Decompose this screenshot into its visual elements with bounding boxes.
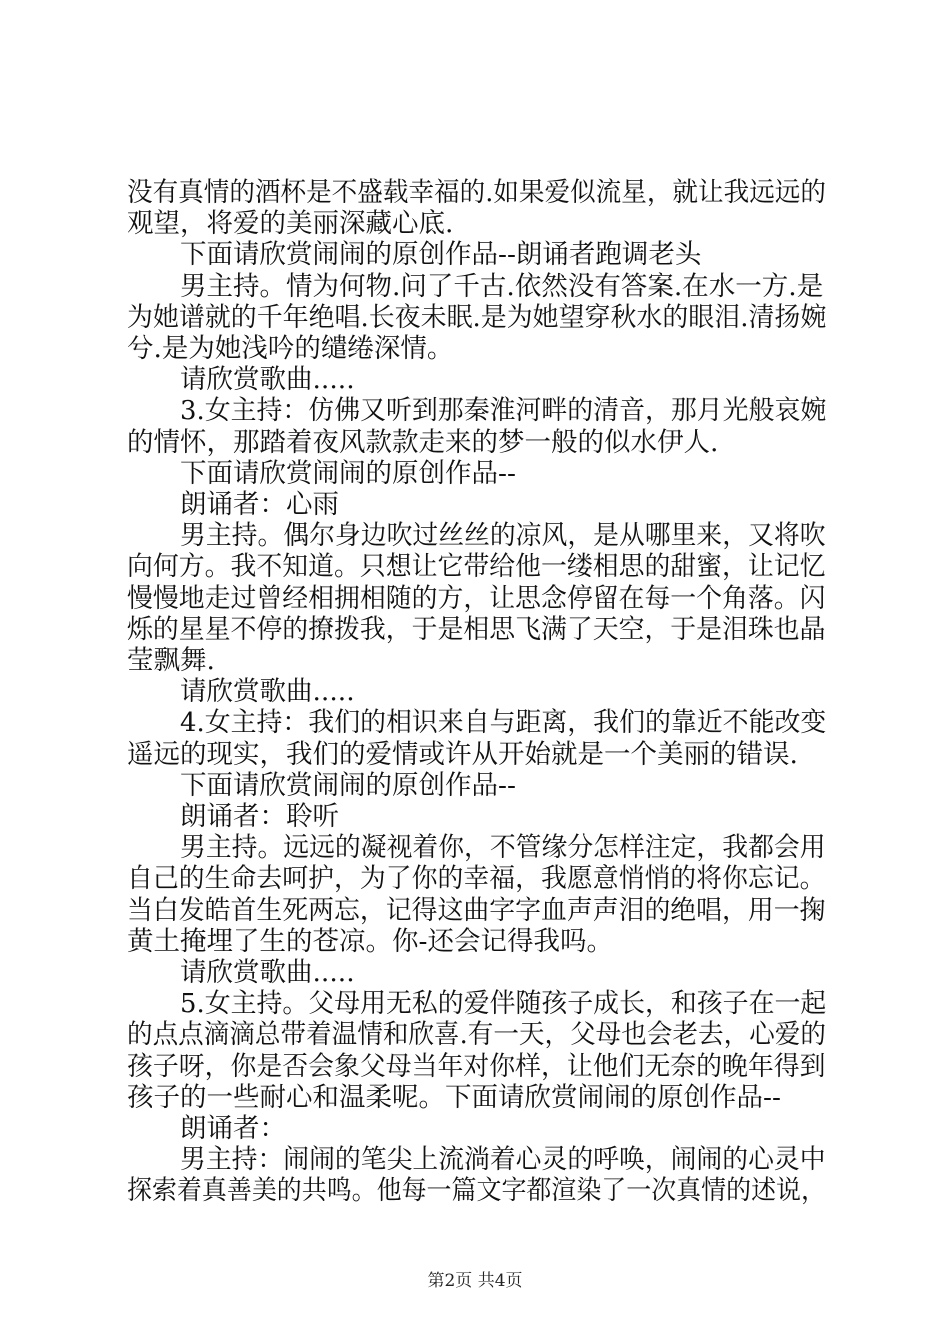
body-line: 观望，将爱的美丽深藏心底. bbox=[127, 208, 454, 239]
body-line: 没有真情的酒杯是不盛载幸福的.如果爱似流星，就让我远远的 bbox=[127, 177, 826, 208]
page-footer: 第2页 共4页 bbox=[427, 1271, 523, 1291]
body-line: 黄土掩埋了生的苍凉。你-还会记得我吗。 bbox=[127, 926, 613, 957]
body-line: 为她谱就的千年绝唱.长夜未眠.是为她望穿秋水的眼泪.清扬婉 bbox=[127, 302, 827, 333]
body-line: 男主持。偶尔身边吹过丝丝的凉风，是从哪里来，又将吹 bbox=[180, 520, 826, 551]
body-line: 下面请欣赏闹闹的原创作品-- bbox=[180, 770, 516, 801]
body-line: 探索着真善美的共鸣。他每一篇文字都渲染了一次真情的述说， bbox=[127, 1175, 826, 1206]
body-line: 自己的生命去呵护，为了你的幸福，我愿意悄悄的将你忘记。 bbox=[127, 863, 826, 894]
body-line: 朗诵者：聆听 bbox=[180, 801, 339, 832]
body-line: 朗诵者：心雨 bbox=[180, 489, 339, 520]
body-line: 遥远的现实，我们的爱情或许从开始就是一个美丽的错误. bbox=[127, 739, 798, 770]
body-line: 向何方。我不知道。只想让它带给他一缕相思的甜蜜，让记忆 bbox=[127, 551, 826, 582]
body-line: 请欣赏歌曲..... bbox=[180, 676, 355, 707]
body-line: 烁的星星不停的撩拨我，于是相思飞满了天空，于是泪珠也晶 bbox=[127, 614, 826, 645]
body-line: 莹飘舞. bbox=[127, 645, 215, 676]
body-line: 的点点滴滴总带着温情和欣喜.有一天，父母也会老去，心爱的 bbox=[127, 1019, 826, 1050]
body-line: 请欣赏歌曲..... bbox=[180, 364, 355, 395]
body-line: 孩子的一些耐心和温柔呢。下面请欣赏闹闹的原创作品-- bbox=[127, 1082, 781, 1113]
body-line: 下面请欣赏闹闹的原创作品-- bbox=[180, 458, 516, 489]
body-line: 下面请欣赏闹闹的原创作品--朗诵者跑调老头 bbox=[180, 239, 702, 270]
body-line: 兮.是为她浅吟的缱绻深情。 bbox=[127, 333, 454, 364]
body-line: 4.女主持：我们的相识来自与距离，我们的靠近不能改变 bbox=[180, 707, 827, 738]
body-line: 的情怀，那踏着夜风款款走来的梦一般的似水伊人. bbox=[127, 427, 719, 458]
body-line: 慢慢地走过曾经相拥相随的方，让思念停留在每一个角落。闪 bbox=[127, 583, 826, 614]
body-line: 朗诵者： bbox=[180, 1113, 286, 1144]
body-line: 孩子呀，你是否会象父母当年对你样，让他们无奈的晚年得到 bbox=[127, 1051, 826, 1082]
body-line: 男主持。情为何物.问了千古.依然没有答案.在水一方.是 bbox=[180, 271, 824, 302]
body-line: 3.女主持：仿佛又听到那秦淮河畔的清音，那月光般哀婉 bbox=[180, 395, 827, 426]
body-line: 当白发皓首生死两忘，记得这曲字字血声声泪的绝唱，用一掬 bbox=[127, 895, 826, 926]
body-line: 男主持：闹闹的笔尖上流淌着心灵的呼唤，闹闹的心灵中 bbox=[180, 1144, 826, 1175]
body-line: 5.女主持。父母用无私的爱伴随孩子成长，和孩子在一起 bbox=[180, 988, 827, 1019]
body-line: 男主持。远远的凝视着你，不管缘分怎样注定，我都会用 bbox=[180, 832, 826, 863]
body-line: 请欣赏歌曲..... bbox=[180, 957, 355, 988]
